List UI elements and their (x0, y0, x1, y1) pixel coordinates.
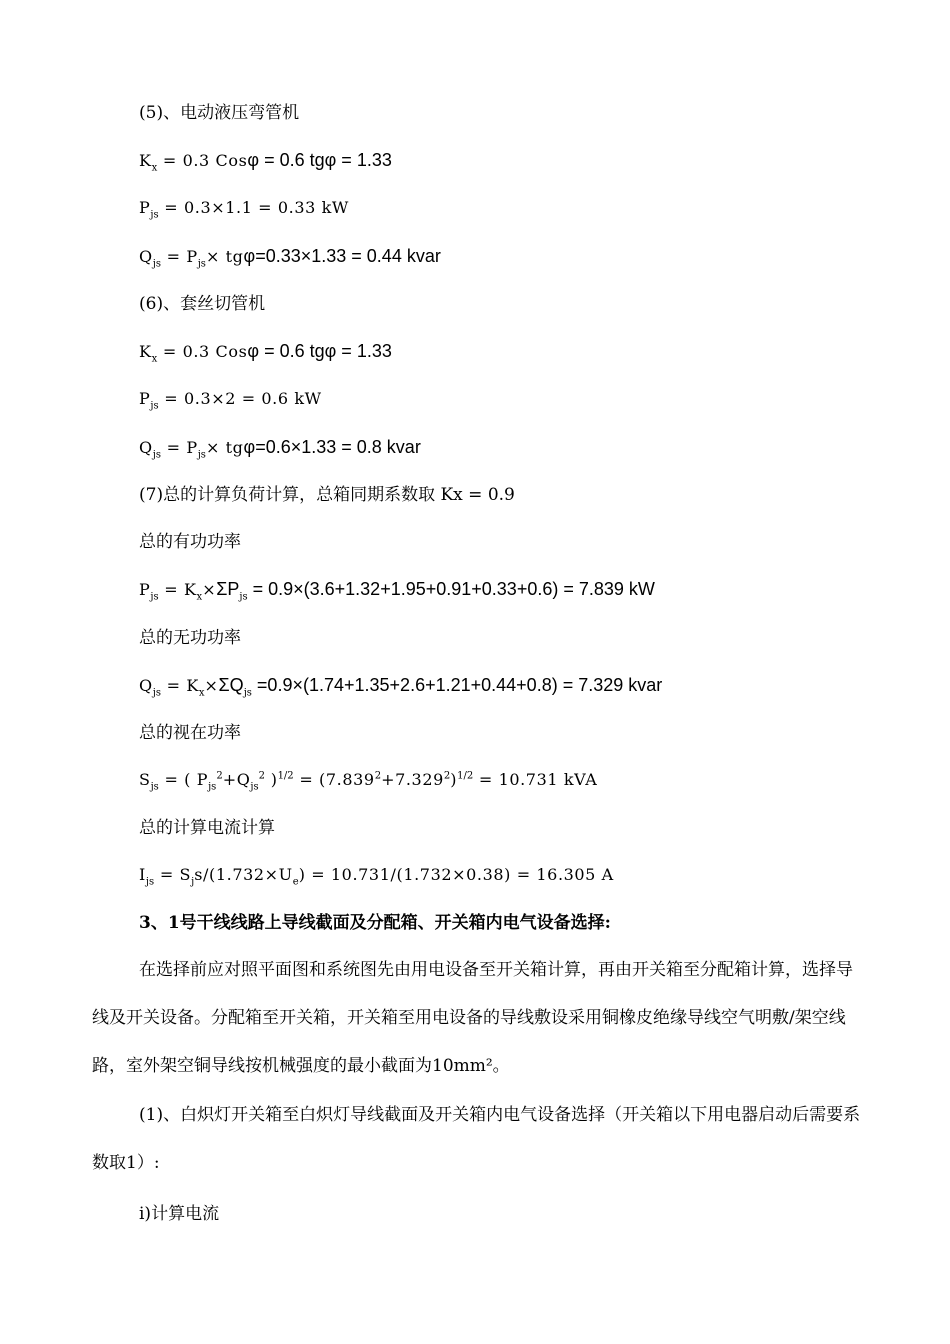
section-7-title: (7)总的计算负荷计算，总箱同期系数取 Kx = 0.9 (139, 485, 515, 505)
section-6-title: (6)、套丝切管机 (139, 294, 266, 314)
total-s-sub3: js (250, 781, 259, 793)
total-q-eq: = K (160, 676, 199, 695)
total-i: I (139, 865, 146, 884)
section-3-paragraph: 在选择前应对照平面图和系统图先由用电设备至开关箱计算，再由开关箱至分配箱计算，选择导线及开关设备。分配箱至开关箱，开关箱至用电设备的导线敷设采用铜橡皮绝缘导线空气明敷/架空线路，室外架空铜导线按机械强度的最小截面为10mm²。 (92, 960, 853, 1076)
total-i-sub3: e (292, 876, 299, 888)
total-pjs-line (139, 578, 655, 603)
s5-kx-eq: = 0.3 Cos (157, 151, 248, 170)
total-s-plus: +Q (222, 770, 251, 789)
s5-qjs-sub2: js (197, 258, 206, 270)
s5-qjs-eq: = P (160, 247, 198, 266)
s6-qjs-val: φ=0.6×1.33 = 0.8 kvar (243, 437, 421, 457)
s5-qjs-sub: js (152, 258, 161, 270)
s6-kx-phi: φ = 0.6 tgφ = 1.33 (247, 341, 392, 361)
total-s-sup3: 1/2 (277, 770, 294, 782)
total-s-v1: = (7.839 (293, 770, 375, 789)
total-s-sup2: 2 (258, 770, 266, 782)
s5-kx-phi: φ = 0.6 tgφ = 1.33 (247, 150, 392, 170)
s6-pjs-line (139, 388, 322, 410)
total-p-value: = 0.9×(3.6+1.32+1.95+0.91+0.33+0.6) = 7.839 kW (247, 579, 655, 599)
total-q-sub: js (152, 687, 161, 699)
total-q: Q (139, 676, 153, 695)
total-q-sigma: ΣQ (218, 675, 244, 695)
s5-qjs-tg: × tg (205, 247, 244, 266)
reactive-power-label: 总的无功功率 (139, 628, 241, 648)
s5-qjs-val: φ=0.33×1.33 = 0.44 kvar (243, 246, 441, 266)
total-p-sub3: js (239, 591, 248, 603)
total-s-paren: ) (450, 770, 458, 789)
total-s-sub: js (150, 781, 159, 793)
active-power-label: 总的有功功率 (139, 532, 241, 552)
total-ijs-line (139, 864, 614, 886)
total-i-eq: = S (154, 865, 192, 884)
s6-qjs-sub2: js (197, 449, 206, 461)
apparent-power-label: 总的视在功率 (139, 723, 241, 743)
total-s-sup5: 2 (443, 770, 451, 782)
s6-qjs-tg: × tg (205, 438, 244, 457)
total-s-sup1: 2 (216, 770, 223, 782)
total-i-sub: js (145, 876, 155, 888)
s6-kx-k: K (139, 342, 152, 361)
section-5-title: (5)、电动液压弯管机 (139, 103, 300, 123)
total-s-close: ) (265, 770, 278, 789)
total-p-sigma: ΣP (216, 579, 240, 599)
sub-i-label: i)计算电流 (139, 1204, 220, 1224)
total-sjs-line (139, 769, 597, 791)
s5-qjs-q: Q (139, 247, 153, 266)
s6-qjs-sub: js (152, 449, 161, 461)
s6-kx-eq: = 0.3 Cos (157, 342, 248, 361)
total-p-times: × (202, 580, 217, 599)
s5-pjs-p: P (139, 198, 151, 217)
total-q-sub2: x (198, 687, 205, 699)
total-s-v2: +7.329 (381, 770, 444, 789)
total-i-result: ) = 10.731/(1.732×0.38) = 16.305 A (298, 865, 614, 884)
total-p-eq: = K (158, 580, 197, 599)
item-1-paragraph: (1)、白炽灯开关箱至白炽灯导线截面及开关箱内电气设备选择（开关箱以下用电器启动后需要系数取1）: (92, 1105, 861, 1173)
s5-kx-sub: x (151, 162, 158, 174)
s6-pjs-eq: = 0.3×2 = 0.6 kW (158, 389, 322, 408)
total-p-sub2: x (196, 591, 203, 603)
total-q-value: =0.9×(1.74+1.35+2.6+1.21+0.44+0.8) = 7.329 kvar (251, 675, 663, 695)
total-s-sup6: 1/2 (457, 770, 474, 782)
total-s: S (139, 770, 151, 789)
total-s-sup4: 2 (374, 770, 382, 782)
s5-kx-line (139, 149, 392, 174)
total-q-times: × (204, 676, 219, 695)
s5-pjs-eq: = 0.3×1.1 = 0.33 kW (158, 198, 349, 217)
total-s-sub2: js (208, 781, 217, 793)
current-label: 总的计算电流计算 (139, 818, 275, 838)
s6-kx-line (139, 340, 392, 365)
total-i-mid: s/(1.732×U (194, 865, 293, 884)
s5-qjs-line (139, 245, 441, 270)
total-qjs-line (139, 674, 663, 699)
section-3-heading: 3、1号干线线路上导线截面及分配箱、开关箱内电气设备选择: (139, 913, 611, 933)
s5-pjs-sub: js (150, 209, 159, 221)
total-p: P (139, 580, 151, 599)
s6-qjs-eq: = P (160, 438, 198, 457)
total-q-sub3: js (243, 687, 252, 699)
total-s-open: = ( P (158, 770, 209, 789)
total-p-sub: js (150, 591, 159, 603)
s6-qjs-line (139, 436, 421, 461)
s6-pjs-sub: js (150, 400, 159, 412)
s5-kx-k: K (139, 151, 152, 170)
s6-pjs-p: P (139, 389, 151, 408)
total-i-sub2: j (191, 876, 195, 888)
total-s-result: = 10.731 kVA (473, 770, 598, 789)
s5-pjs-line (139, 197, 349, 219)
s6-kx-sub: x (151, 353, 158, 365)
s6-qjs-q: Q (139, 438, 153, 457)
